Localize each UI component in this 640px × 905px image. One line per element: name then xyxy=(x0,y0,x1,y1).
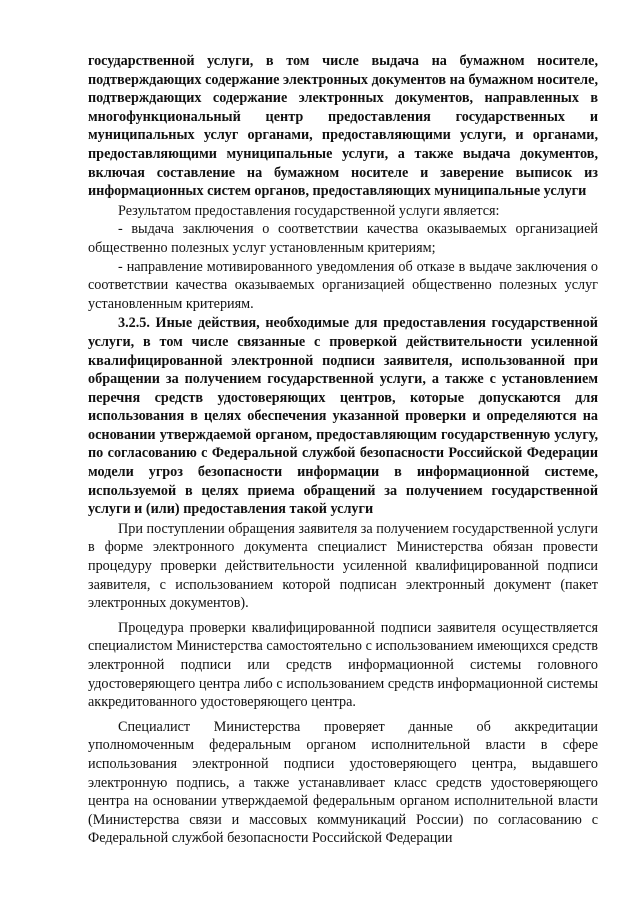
result-intro-paragraph: Результатом предоставления государственной услуги является: xyxy=(118,202,500,219)
document-page xyxy=(88,52,598,848)
body-paragraph: При поступлении обращения заявителя за получением государственной услуги в форме электронного документа специалист Министерства обязан провести процедуру проверки действительности усиленной квалифицированной подписи заявителя, с использованием которой подписан электронный документ (пакет электронных документов). xyxy=(88,520,598,612)
result-list-item: - направление мотивированного уведомления об отказе в выдаче заключения о соответствии качества оказываемых организацией общественно полезных услуг установленным критериям. xyxy=(88,258,598,312)
result-list-item: - выдача заключения о соответствии качества оказываемых организацией общественно полезных услуг установленным критериям; xyxy=(88,221,598,256)
body-paragraph: Специалист Министерства проверяет данные об аккредитации уполномоченным федеральным органом исполнительной власти в сфере использования электронной подписи удостоверяющего центра, выдавшего электронную подпись, а также устанавливает класс средств удостоверяющего центра на основании утверждаемой федеральным органом исполнительной власти (Министерства связи и массовых коммуникаций России) по согласованию с Федеральной службой безопасности Российской Федерации xyxy=(88,718,598,847)
heading-continuation: государственной услуги, в том числе выдача на бумажном носителе, подтверждающих содержание электронных документов на бумажном носителе, подтверждающих содержание электронных документов, направленных в многофункциональный центр предоставления государственных и муниципальных услуг органами, предоставляющими услуги, и органами, предоставляющими муниципальные услуги, а также выдача документов, включая составление на бумажном носителе и заверение выписок из информационных систем органов, предоставляющих муниципальные услуги xyxy=(88,53,598,200)
body-paragraph: Процедура проверки квалифицированной подписи заявителя осуществляется специалистом Министерства самостоятельно с использованием имеющихся средств электронной подписи или средств информационной системы головного удостоверяющего центра либо с использованием средств информационной системы аккредитованного удостоверяющего центра. xyxy=(88,619,598,711)
section-heading-3-2-5: 3.2.5. Иные действия, необходимые для предоставления государственной услуги, в том числе связанные с проверкой действительности усиленной квалифицированной электронной подписи заявителя, использованной при обращении за получением государственной услуги, а также с установлением перечня средств удостоверяющих центров, которые допускаются для использования в целях обеспечения указанной проверки и определяются на основании утверждаемой органом, предоставляющим государственную услугу, по согласованию с Федеральной службой безопасности Российской Федерации модели угроз безопасности информации в информационной системе, используемой в целях приема обращений за получением государственной услуги и (или) предоставления такой услуги xyxy=(88,315,598,518)
